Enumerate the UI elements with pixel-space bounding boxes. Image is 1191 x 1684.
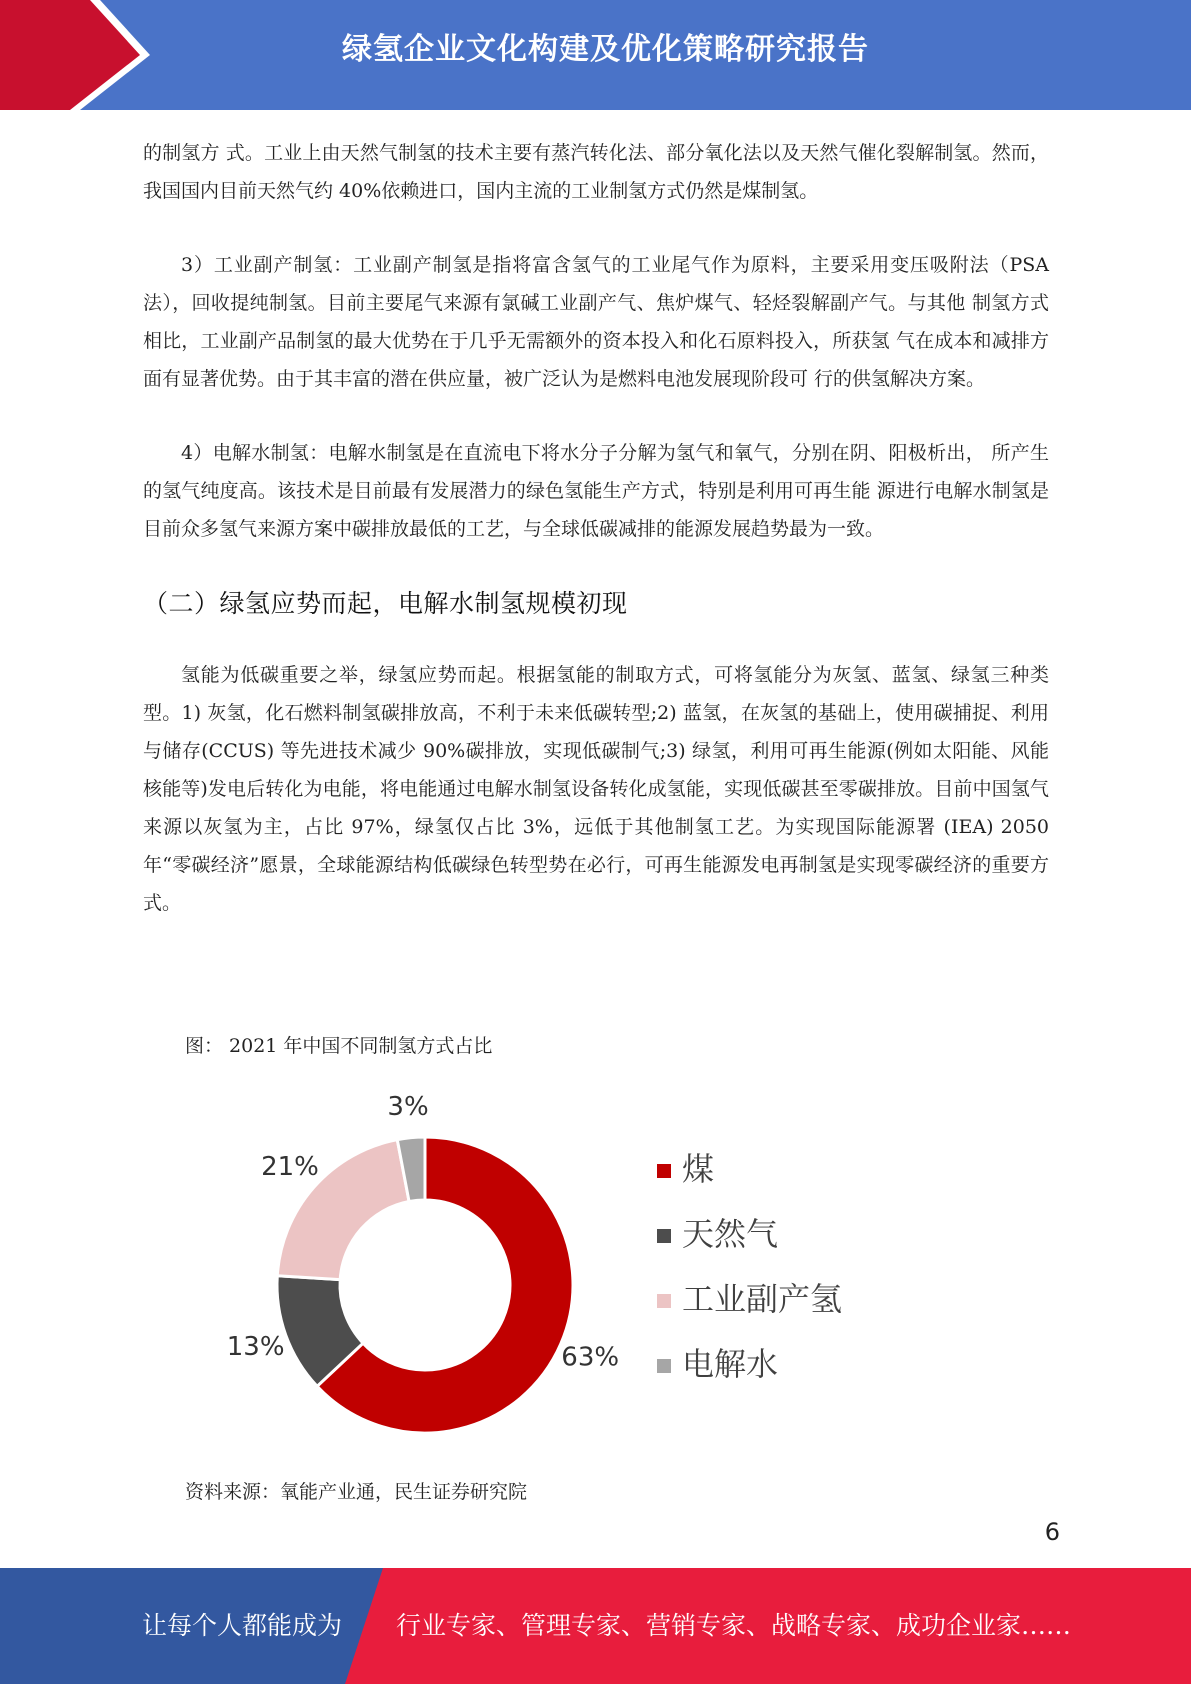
section-heading: （二）绿氢应势而起，电解水制氢规模初现 — [143, 589, 628, 618]
paragraph-2: 3）工业副产制氢：工业副产制氢是指将富含氢气的工业尾气作为原料，主要采用变压吸附法（PSA 法），回收提纯制氢。目前主要尾气来源有氯碱工业副产气、焦炉煤气、轻烃裂解副产气。与其他 制氢方式相比，工业副产品制氢的最大优势在于几乎无需额外的资本投入和化石原料投入，所获氢 气在成本和减排方面有显著优势。由于其丰富的潜在供应量，被广泛认为是燃料电池发展现阶段可 行的供氢解决方案。 — [143, 254, 1049, 390]
percent-label-1: 13% — [226, 1331, 285, 1362]
legend-swatch-2 — [657, 1294, 671, 1308]
main-content — [143, 134, 1049, 958]
legend-swatch-3 — [657, 1359, 671, 1373]
percent-label-3: 3% — [387, 1091, 429, 1122]
legend-label-2: 工业副产氢 — [682, 1280, 843, 1318]
percent-label-0: 63% — [561, 1342, 620, 1373]
paragraph-1: 的制氢方 式。工业上由天然气制氢的技术主要有蒸汽转化法、部分氧化法以及天然气催化裂解制氢。然而， 我国国内目前天然气约 40%依赖进口，国内主流的工业制氢方式仍然是煤制氢。 — [143, 142, 1049, 202]
document-title: 绿氢企业文化构建及优化策略研究报告 — [342, 32, 869, 67]
header-band — [0, 0, 1191, 110]
section-paragraph: 氢能为低碳重要之举，绿氢应势而起。根据氢能的制取方式，可将氢能分为灰氢、蓝氢、绿氢三种类型。1) 灰氢，化石燃料制氢碳排放高，不利于未来低碳转型;2) 蓝氢，在灰氢的基础上，使用碳捕捉、利用与储存(CCUS) 等先进技术减少 90%碳排放，实现低碳制气;3) 绿氢，利用可再生能源(例如太阳能、风能核能等)发电后转化为电能，将电能通过电解水制氢设备转化成氢能，实现低碳甚至零碳排放。目前中国氢气来源以灰氢为主，占比 97%，绿氢仅占比 3%，远低于其他制氢工艺。为实现国际能源署 (IEA) 2050 年“零碳经济”愿景，全球能源结构低碳绿色转型势在必行，可再生能源发电再制氢是实现零碳经济的重要方式。 — [143, 664, 1049, 914]
legend-label-1: 天然气 — [682, 1215, 779, 1253]
legend-swatch-1 — [657, 1229, 671, 1243]
paragraph-3: 4）电解水制氢：电解水制氢是在直流电下将水分子分解为氢气和氧气，分别在阴、阳极析出， 所产生的氢气纯度高。该技术是目前最有发展潜力的绿色氢能生产方式，特别是利用可再生能 源进行电解水制氢是目前众多氢气来源方案中碳排放最低的工艺，与全球低碳减排的能源发展趋势最为一致。 — [143, 442, 1049, 540]
percent-label-2: 21% — [261, 1151, 319, 1182]
figure-caption: 图： 2021 年中国不同制氢方式占比 — [185, 1035, 493, 1057]
footer-band — [0, 1568, 1191, 1684]
donut-chart — [200, 1085, 880, 1455]
footer-slogan-right: 行业专家、管理专家、营销专家、战略专家、成功企业家…… — [396, 1611, 1072, 1640]
chart-slices — [277, 1137, 573, 1433]
chart-legend — [657, 1150, 842, 1383]
legend-label-3: 电解水 — [682, 1345, 779, 1383]
page-number: 6 — [1044, 1518, 1060, 1546]
footer-slogan-left: 让每个人都能成为 — [142, 1611, 343, 1640]
legend-label-0: 煤 — [682, 1150, 715, 1188]
figure-source: 资料来源：氧能产业通，民生证券研究院 — [185, 1481, 528, 1503]
legend-swatch-0 — [657, 1164, 671, 1178]
